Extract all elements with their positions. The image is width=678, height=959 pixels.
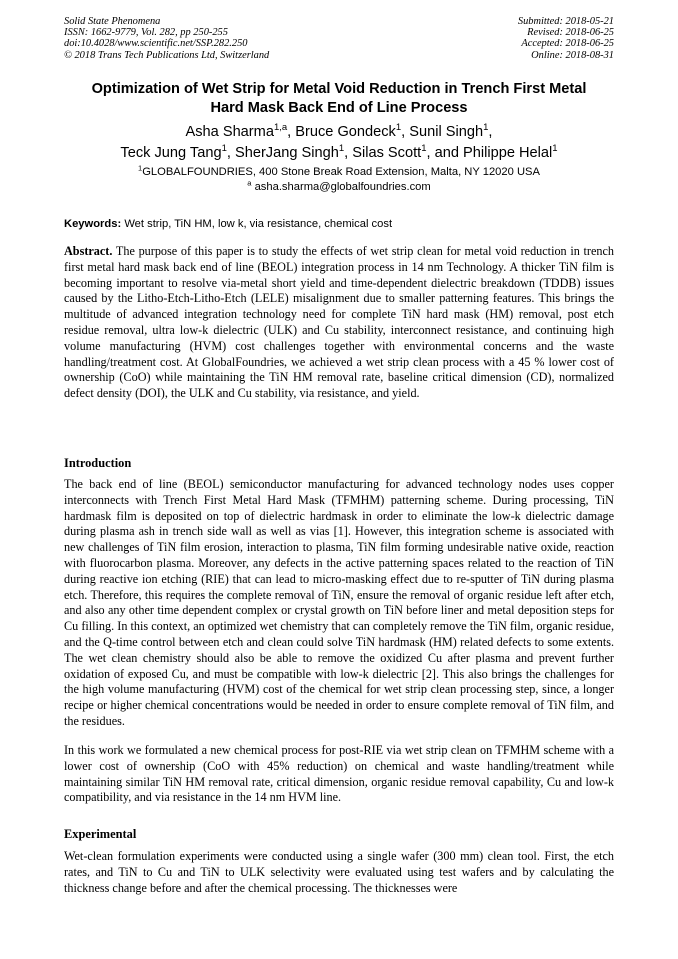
author-name: Philippe Helal: [463, 145, 553, 161]
introduction-paragraph-2: [64, 743, 614, 806]
date-revised: Revised: 2018-06-25: [527, 27, 614, 39]
author-list: [40, 122, 638, 164]
author-affil-mark: 1: [221, 143, 227, 155]
paragraph-text: Wet-clean formulation experiments were conducted using a single wafer (300 mm) clean tool. First, the etch rates, and TiN to Cu and TiN to ULK selectivity were evaluated using test wafers and by calculating the thickness change before and after the chemical processing. The thicknesses were: [64, 849, 614, 895]
keywords-text: Wet strip, TiN HM, low k, via resistance, chemical cost: [124, 218, 393, 230]
author-email: [40, 180, 638, 195]
author-name: Silas Scott: [352, 145, 422, 161]
author-name: Bruce Gondeck: [295, 124, 396, 140]
keywords-label: Keywords:: [64, 218, 122, 230]
author-affil-mark: 1: [338, 143, 345, 155]
keywords: [64, 217, 616, 231]
paragraph-text: In this work we formulated a new chemical process for post-RIE via wet strip clean on TFMHM scheme with a lower cost of ownership (CoO with 45% reduction) on chemical and waste handling/treatment while maintaining similar TiN HM removal rate, critical dimension, organic residue removal capability, Cu and low-k compatibility, and via resistance in the 14 nm HVM line.: [64, 743, 614, 805]
author-affil-mark: 1: [421, 143, 427, 155]
abstract: [64, 244, 614, 402]
author-name: Sunil Singh: [409, 124, 484, 140]
author-affil-mark: 1,a: [273, 122, 288, 134]
date-submitted: Submitted: 2018-05-21: [517, 16, 614, 27]
affiliation-address: [40, 165, 638, 180]
publication-dates: [518, 16, 614, 61]
email-mark: a: [247, 178, 252, 188]
paper-title: [40, 80, 638, 117]
affiliation: [40, 165, 638, 195]
author-line-2: Teck Jung Tang$^1$, SherJang Singh$^1$, Silas Scott$^1$, and Philippe Helal$^1$: [120, 143, 558, 161]
title-line-2: Hard Mask Back End of Line Process: [210, 99, 468, 116]
author-name: Teck Jung Tang: [120, 145, 222, 161]
experimental-paragraph-1: [64, 849, 614, 896]
author-name: Asha Sharma: [185, 124, 274, 140]
journal-issn: ISSN: 1662-9779, Vol. 282, pp 250-255: [64, 27, 228, 39]
affiliation-mark: 1: [138, 163, 143, 173]
author-name: SherJang Singh: [234, 145, 339, 161]
date-online: Online: 2018-08-31: [531, 49, 614, 61]
introduction-paragraph-1: [64, 477, 614, 730]
section-heading-experimental: Experimental: [64, 827, 137, 841]
author-affil-mark: 1: [483, 122, 489, 134]
author-affil-mark: 1: [395, 122, 402, 134]
journal-copyright: © 2018 Trans Tech Publications Ltd, Switzerland: [64, 49, 270, 61]
paragraph-text: The back end of line (BEOL) semiconductor manufacturing for advanced technology nodes uses copper interconnects with Trench First Metal Hard Mask (TFMHM) patterning scheme. During processing, TiN hardmask film is deposited on top of dielectric hardmask in order to eliminate the low-k dielectric damage during plasma ash in trench side wall as well as vias [1]. However, this integration scheme is associated with new challenges of TiN film erosion, interaction to plasma, TiN film forming undesirable native oxide, reaction with fluorocarbon plasma. Moreover, any defects in the active patterning spaces related to the reaction of TiN during reactive ion etching (RIE) that can lead to micro-masking effect due to re-sputter of TiN during plasma etch. Therefore, this requires the complete removal of TiN, ensure the removal of organic residue left after etch, and also any other time dependent complex or crystal growth on TiN before liner and metal deposition steps for Cu filling. In this context, an optimized wet chemistry that can completely remove the TiN film, organic residue, and the Q-time control between etch and clean could solve TiN hardmask (HM) related defects to some extents. The wet clean chemistry should also be able to remove the oxidized Cu after plasma and prevent further oxidation of exposed Cu, and must be compatible with low-k dielectric [2]. This also brings the challenges for the high volume manufacturing (HVM) cost of the chemical for wet strip clean processing step, since, a longer recipe or higher chemical concentrations would be needed in order to ensure complete removal of TiN film, and the residues.: [64, 477, 614, 728]
journal-doi: doi:10.4028/www.scientific.net/SSP.282.250: [64, 38, 248, 50]
date-accepted: Accepted: 2018-06-25: [521, 38, 614, 50]
abstract-text: The purpose of this paper is to study the effects of wet strip clean for metal void reduction in trench first metal hard mask back end of line (BEOL) integration process in 14 nm Technology. A thicker TiN film is becoming important to resolve via-metal short yield and time-dependent dielectric breakdown (TDDB) issues caused by the Litho-Etch-Litho-Etch (LELE) misalignment due to smaller patterning features. This brings the multitude of advanced integration technology need for complete TiN hard mask (HM) removal, post etch residue removal, ultra low-k dielectric (ULK) and Cu stability, interconnect resistance, and continuing high volume manufacturing (HVM) cost challenges together with environmental concerns and the waste handling/treatment cost. At GlobalFoundries, we achieved a wet strip clean process with a 45 % lower cost of ownership (CoO) while maintaining the TiN HM removal rate, baseline critical dimension (CD), normalized defect density (DOI), the ULK and Cu stability, via resistance, and yield.: [64, 244, 614, 401]
journal-info: [64, 16, 269, 61]
journal-name: Solid State Phenomena: [64, 16, 161, 27]
author-line-1: Asha Sharma$^{1,a}$, Bruce Gondeck$^1$, Sunil Singh$^1$,: [185, 122, 493, 140]
author-affil-mark: 1: [552, 143, 558, 155]
email-address: asha.sharma@globalfoundries.com: [254, 181, 431, 193]
section-heading-introduction: Introduction: [64, 456, 132, 470]
abstract-label: Abstract.: [64, 244, 113, 258]
title-line-1: Optimization of Wet Strip for Metal Void Reduction in Trench First Metal: [91, 81, 587, 97]
affiliation-text: GLOBALFOUNDRIES, 400 Stone Break Road Extension, Malta, NY 12020 USA: [142, 166, 540, 178]
